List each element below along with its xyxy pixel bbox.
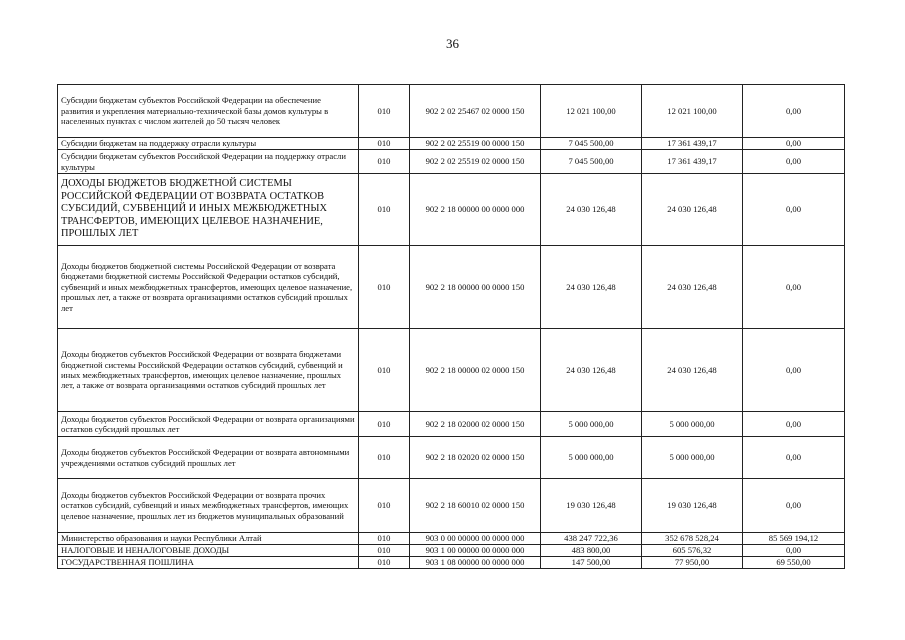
table-row <box>58 557 845 569</box>
row-value-2-cell: 17 361 439,17 <box>642 138 743 150</box>
row-name-cell: Субсидии бюджетам субъектов Российской Федерации на поддержку отрасли культуры <box>58 150 359 174</box>
row-value-2-cell: 24 030 126,48 <box>642 174 743 246</box>
row-code-cell: 010 <box>359 412 410 437</box>
row-code-cell: 010 <box>359 533 410 545</box>
row-value-1-cell: 24 030 126,48 <box>541 329 642 412</box>
row-kbk-cell: 902 2 18 00000 00 0000 000 <box>410 174 541 246</box>
row-value-3-cell: 0,00 <box>743 412 845 437</box>
table-row <box>58 85 845 138</box>
page-number: 36 <box>446 36 459 51</box>
row-value-3-cell: 0,00 <box>743 437 845 479</box>
row-kbk-cell: 902 2 18 00000 00 0000 150 <box>410 246 541 329</box>
row-value-3-cell: 0,00 <box>743 138 845 150</box>
row-code-cell: 010 <box>359 437 410 479</box>
row-name-cell: Доходы бюджетов субъектов Российской Федерации от возврата бюджетами бюджетной системы Российской Федерации остатков субсидий, субвенций и иных межбюджетных трансфертов, имеющих целевое назначение, прошлых лет, а также от возврата организациями остатков субсидий прошлых лет <box>58 329 359 412</box>
row-code-cell: 010 <box>359 479 410 533</box>
row-value-1-cell: 483 800,00 <box>541 545 642 557</box>
row-name-cell: ДОХОДЫ БЮДЖЕТОВ БЮДЖЕТНОЙ СИСТЕМЫ РОССИЙСКОЙ ФЕДЕРАЦИИ ОТ ВОЗВРАТА ОСТАТКОВ СУБСИДИЙ, СУБВЕНЦИЙ И ИНЫХ МЕЖБЮДЖЕТНЫХ ТРАНСФЕРТОВ, ИМЕЮЩИХ ЦЕЛЕВОЕ НАЗНАЧЕНИЕ, ПРОШЛЫХ ЛЕТ <box>58 174 359 246</box>
row-value-3-cell: 69 550,00 <box>743 557 845 569</box>
row-value-2-cell: 5 000 000,00 <box>642 412 743 437</box>
row-value-3-cell: 0,00 <box>743 329 845 412</box>
row-kbk-cell: 902 2 18 02000 02 0000 150 <box>410 412 541 437</box>
row-kbk-cell: 903 1 08 00000 00 0000 000 <box>410 557 541 569</box>
row-value-3-cell: 0,00 <box>743 545 845 557</box>
table-row <box>58 412 845 437</box>
row-value-2-cell: 605 576,32 <box>642 545 743 557</box>
table-row <box>58 150 845 174</box>
row-value-1-cell: 24 030 126,48 <box>541 174 642 246</box>
row-name-cell: Доходы бюджетов субъектов Российской Федерации от возврата организациями остатков субсидий прошлых лет <box>58 412 359 437</box>
row-value-3-cell: 0,00 <box>743 246 845 329</box>
row-value-2-cell: 24 030 126,48 <box>642 329 743 412</box>
row-value-3-cell: 85 569 194,12 <box>743 533 845 545</box>
row-value-1-cell: 7 045 500,00 <box>541 150 642 174</box>
table-row <box>58 174 845 246</box>
row-kbk-cell: 902 2 18 00000 02 0000 150 <box>410 329 541 412</box>
row-code-cell: 010 <box>359 85 410 138</box>
row-value-2-cell: 24 030 126,48 <box>642 246 743 329</box>
table-row <box>58 545 845 557</box>
row-value-1-cell: 7 045 500,00 <box>541 138 642 150</box>
row-kbk-cell: 903 1 00 00000 00 0000 000 <box>410 545 541 557</box>
row-value-3-cell: 0,00 <box>743 479 845 533</box>
row-name-cell: Министерство образования и науки Республики Алтай <box>58 533 359 545</box>
row-name-cell: Субсидии бюджетам субъектов Российской Федерации на обеспечение развития и укрепления материально-технической базы домов культуры в населенных пунктах с числом жителей до 50 тысяч человек <box>58 85 359 138</box>
table-row <box>58 246 845 329</box>
row-value-3-cell: 0,00 <box>743 85 845 138</box>
table-row <box>58 329 845 412</box>
row-kbk-cell: 902 2 02 25467 02 0000 150 <box>410 85 541 138</box>
table-row <box>58 437 845 479</box>
table-row <box>58 138 845 150</box>
row-code-cell: 010 <box>359 545 410 557</box>
row-code-cell: 010 <box>359 174 410 246</box>
row-value-3-cell: 0,00 <box>743 174 845 246</box>
row-code-cell: 010 <box>359 150 410 174</box>
table-row <box>58 533 845 545</box>
row-kbk-cell: 902 2 18 60010 02 0000 150 <box>410 479 541 533</box>
row-name-cell: Доходы бюджетов субъектов Российской Федерации от возврата прочих остатков субсидий, субвенций и иных межбюджетных трансфертов, имеющих целевое назначение, прошлых лет из бюджетов муниципальных образований <box>58 479 359 533</box>
row-value-2-cell: 12 021 100,00 <box>642 85 743 138</box>
row-name-cell: Доходы бюджетов бюджетной системы Российской Федерации от возврата бюджетами бюджетной системы Российской Федерации остатков субсидий, субвенций и иных межбюджетных трансфертов, имеющих целевое назначение, прошлых лет, а также от возврата организациями остатков субсидий прошлых лет <box>58 246 359 329</box>
row-value-2-cell: 19 030 126,48 <box>642 479 743 533</box>
row-value-1-cell: 19 030 126,48 <box>541 479 642 533</box>
row-value-2-cell: 17 361 439,17 <box>642 150 743 174</box>
row-code-cell: 010 <box>359 138 410 150</box>
row-kbk-cell: 902 2 02 25519 02 0000 150 <box>410 150 541 174</box>
row-kbk-cell: 902 2 02 25519 00 0000 150 <box>410 138 541 150</box>
row-name-cell: Доходы бюджетов субъектов Российской Федерации от возврата автономными учреждениями остатков субсидий прошлых лет <box>58 437 359 479</box>
row-kbk-cell: 903 0 00 00000 00 0000 000 <box>410 533 541 545</box>
row-value-2-cell: 77 950,00 <box>642 557 743 569</box>
row-value-3-cell: 0,00 <box>743 150 845 174</box>
row-name-cell: Субсидии бюджетам на поддержку отрасли культуры <box>58 138 359 150</box>
row-value-2-cell: 352 678 528,24 <box>642 533 743 545</box>
revenue-table <box>57 84 845 569</box>
row-value-1-cell: 24 030 126,48 <box>541 246 642 329</box>
row-value-1-cell: 5 000 000,00 <box>541 412 642 437</box>
row-code-cell: 010 <box>359 557 410 569</box>
table-row <box>58 479 845 533</box>
row-value-2-cell: 5 000 000,00 <box>642 437 743 479</box>
row-kbk-cell: 902 2 18 02020 02 0000 150 <box>410 437 541 479</box>
row-code-cell: 010 <box>359 246 410 329</box>
row-value-1-cell: 438 247 722,36 <box>541 533 642 545</box>
row-name-cell: ГОСУДАРСТВЕННАЯ ПОШЛИНА <box>58 557 359 569</box>
row-value-1-cell: 147 500,00 <box>541 557 642 569</box>
row-name-cell: НАЛОГОВЫЕ И НЕНАЛОГОВЫЕ ДОХОДЫ <box>58 545 359 557</box>
row-value-1-cell: 5 000 000,00 <box>541 437 642 479</box>
row-value-1-cell: 12 021 100,00 <box>541 85 642 138</box>
row-code-cell: 010 <box>359 329 410 412</box>
